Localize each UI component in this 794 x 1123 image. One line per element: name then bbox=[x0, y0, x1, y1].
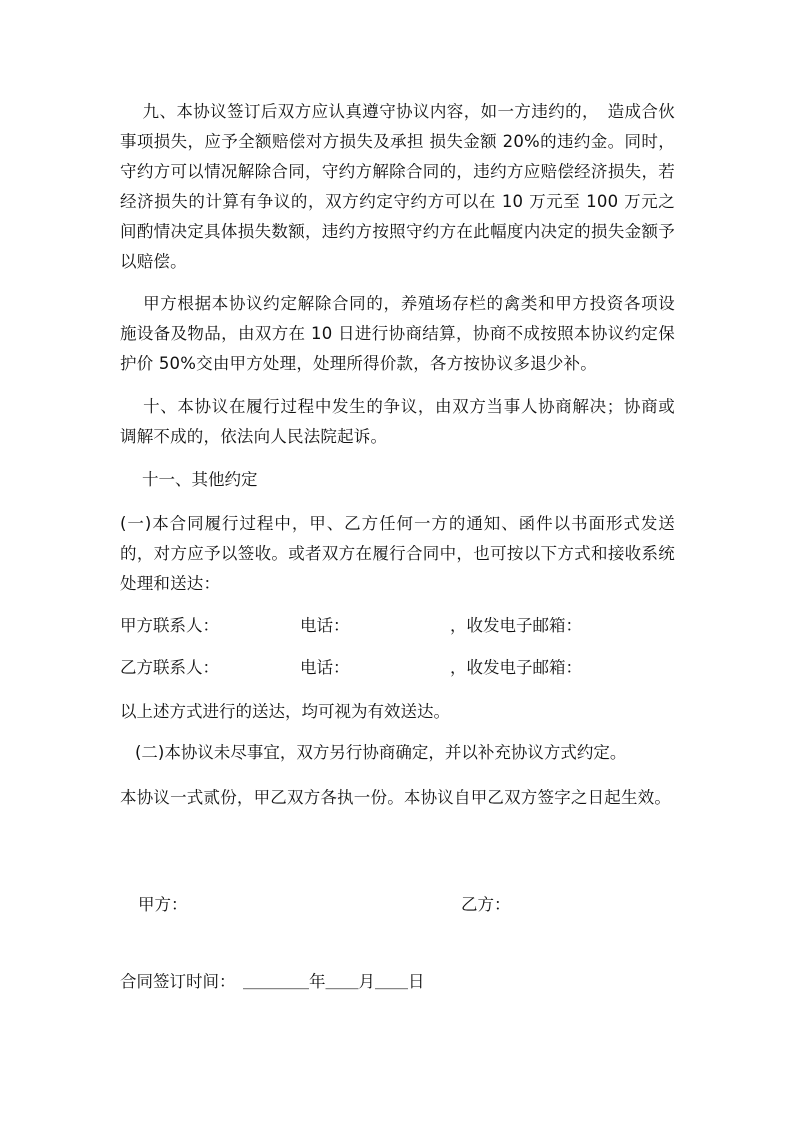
clause-9-termination-paragraph: 甲方根据本协议约定解除合同的，养殖场存栏的禽类和甲方投资各项设施设备及物品，由双方在 10 日进行协商结算，协商不成按照本协议约定保护价 50%交由甲方处理，处理所得价款，各方按协议多退少补。 bbox=[120, 294, 675, 373]
party-a-phone-label: 电话： bbox=[300, 616, 350, 635]
party-b-contact-label: 乙方联系人： bbox=[120, 658, 219, 677]
clause-11-item-1: (一)本合同履行过程中，甲、乙方任何一方的通知、函件以书面形式发送的，对方应予以签收。或者双方在履行合同中，也可按以下方式和接收系统处理和送达： bbox=[120, 514, 675, 593]
party-b-signature-label: 乙方： bbox=[461, 895, 511, 914]
party-b-phone-label: 电话： bbox=[300, 658, 350, 677]
delivery-note: 以上述方式进行的送达，均可视为有效送达。 bbox=[120, 702, 450, 721]
signing-date-blank: ＿＿＿＿年＿＿月＿＿日 bbox=[243, 972, 425, 991]
signing-date-label: 合同签订时间： bbox=[120, 972, 236, 991]
clause-10-paragraph: 十、本协议在履行过程中发生的争议，由双方当事人协商解决；协商或调解不成的，依法向人民法院起诉。 bbox=[120, 397, 675, 446]
party-a-email-label: ，收发电子邮箱： bbox=[450, 616, 582, 635]
clause-9-paragraph: 九、本协议签订后双方应认真遵守协议内容，如一方违约的， 造成合伙事项损失，应予全额赔偿对方损失及承担 损失金额 20%的违约金。同时，守约方可以情况解除合同，守约方解除合同的，违约方应赔偿经济损失，若经济损失的计算有争议的，双方约定守约方可以在 10 万元至 100 万元之间酌情决定具体损失数额，违约方按照守约方在此幅度内决定的损失金额予以赔偿。 bbox=[120, 102, 675, 271]
party-a-signature-label: 甲方： bbox=[138, 895, 188, 914]
party-a-contact-label: 甲方联系人： bbox=[120, 616, 219, 635]
clause-11-heading: 十一、其他约定 bbox=[142, 470, 258, 489]
party-b-email-label: ，收发电子邮箱： bbox=[450, 658, 582, 677]
clause-11-item-2: (二)本协议未尽事宜，双方另行协商确定，并以补充协议方式约定。 bbox=[135, 743, 627, 762]
copies-paragraph: 本协议一式贰份，甲乙双方各执一份。本协议自甲乙双方签字之日起生效。 bbox=[120, 788, 672, 807]
